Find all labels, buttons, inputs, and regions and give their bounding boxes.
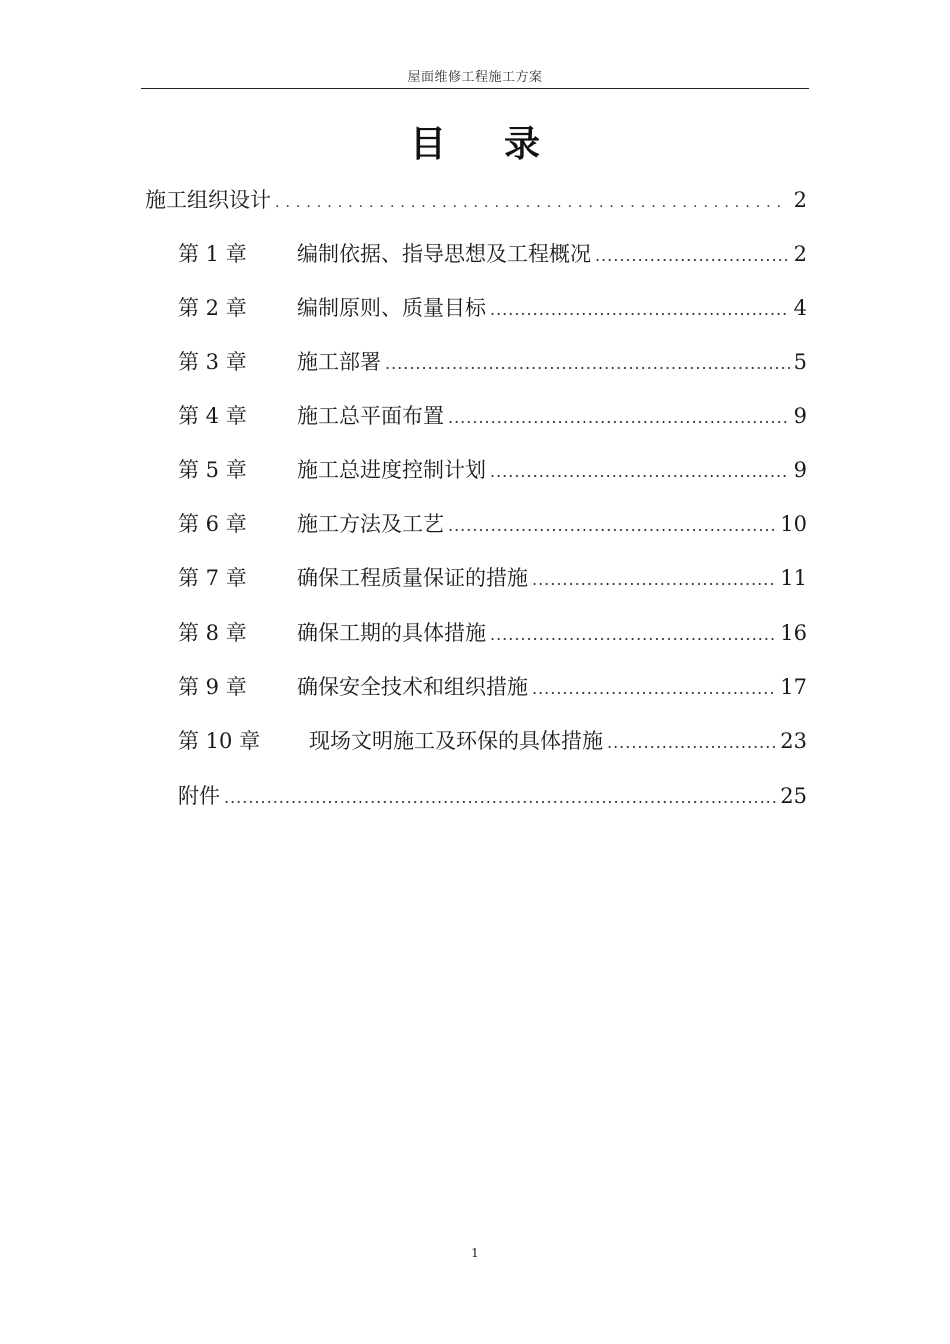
page-number: 1	[471, 1246, 479, 1260]
toc-chapter-number: 第 8 章	[178, 621, 247, 645]
toc-entry-title: 现场文明施工及环保的具体措施	[309, 729, 603, 753]
toc-entry-title: 确保工期的具体措施	[297, 621, 486, 645]
toc-dot-leader	[532, 565, 776, 595]
toc-dot-leader	[385, 349, 790, 379]
toc-chapter-number: 第 7 章	[178, 566, 247, 590]
toc-chapter-number: 第 3 章	[178, 350, 247, 374]
toc-entry-title: 施工总进度控制计划	[297, 458, 486, 482]
toc-dot-leader	[595, 241, 790, 271]
toc-entry-page: 16	[780, 621, 807, 645]
toc-chapter-number: 第 9 章	[178, 675, 247, 699]
toc-entry-appendix[interactable]	[178, 781, 807, 811]
toc-heading-left: 目	[409, 124, 446, 165]
toc-dot-leader	[532, 674, 776, 704]
toc-entry-title: 施工组织设计	[145, 188, 271, 212]
toc-entry-title: 编制依据、指导思想及工程概况	[297, 242, 591, 266]
toc-entry-chapter-2[interactable]	[178, 293, 807, 323]
toc-dot-leader	[490, 620, 776, 650]
toc-chapter-number: 第 2 章	[178, 296, 247, 320]
toc-dot-leader	[448, 511, 776, 541]
toc-entry-title: 确保工程质量保证的措施	[297, 566, 528, 590]
toc-entry-top[interactable]	[145, 185, 807, 215]
toc-entry-page: 11	[780, 566, 807, 590]
toc-entry-title: 编制原则、质量目标	[297, 296, 486, 320]
header-divider	[141, 88, 809, 89]
toc-entry-title: 确保安全技术和组织措施	[297, 675, 528, 699]
toc-entry-page: 25	[780, 784, 807, 808]
toc-dot-leader	[448, 403, 790, 433]
toc-entry-chapter-6[interactable]	[178, 509, 807, 539]
toc-heading-right: 录	[504, 124, 541, 165]
toc-entry-page: 2	[793, 242, 807, 266]
toc-chapter-number: 第 5 章	[178, 458, 247, 482]
toc-entry-page: 5	[793, 350, 807, 374]
toc-chapter-number: 第 4 章	[178, 404, 247, 428]
toc-entry-chapter-7[interactable]	[178, 563, 807, 593]
toc-heading	[0, 116, 950, 167]
toc-entry-title: 附件	[178, 784, 220, 808]
toc-dot-leader	[224, 783, 776, 813]
toc-entry-page: 4	[793, 296, 807, 320]
toc-dot-leader	[607, 728, 776, 758]
toc-dot-leader	[275, 188, 786, 218]
toc-entry-chapter-9[interactable]	[178, 672, 807, 702]
toc-entry-chapter-1[interactable]	[178, 239, 807, 269]
toc-entry-title: 施工部署	[297, 350, 381, 374]
toc-chapter-number: 第 1 章	[178, 242, 247, 266]
toc-entry-page: 17	[780, 675, 807, 699]
toc-entry-page: 2	[793, 188, 807, 212]
toc-dot-leader	[490, 457, 790, 487]
toc-chapter-number: 第 10 章	[178, 729, 261, 753]
toc-entry-title: 施工方法及工艺	[297, 512, 444, 536]
toc-entry-chapter-8[interactable]	[178, 618, 807, 648]
toc-dot-leader	[490, 295, 790, 325]
toc-entry-page: 10	[780, 512, 807, 536]
toc-entry-page: 9	[793, 404, 807, 428]
toc-entry-page: 23	[780, 729, 807, 753]
toc-entry-chapter-3[interactable]	[178, 347, 807, 377]
toc-chapter-number: 第 6 章	[178, 512, 247, 536]
toc-entry-page: 9	[793, 458, 807, 482]
toc-entry-chapter-5[interactable]	[178, 455, 807, 485]
running-header: 屋面维修工程施工方案	[407, 70, 543, 85]
toc-entry-chapter-4[interactable]	[178, 401, 807, 431]
toc-entry-title: 施工总平面布置	[297, 404, 444, 428]
toc-entry-chapter-10[interactable]	[178, 726, 807, 756]
